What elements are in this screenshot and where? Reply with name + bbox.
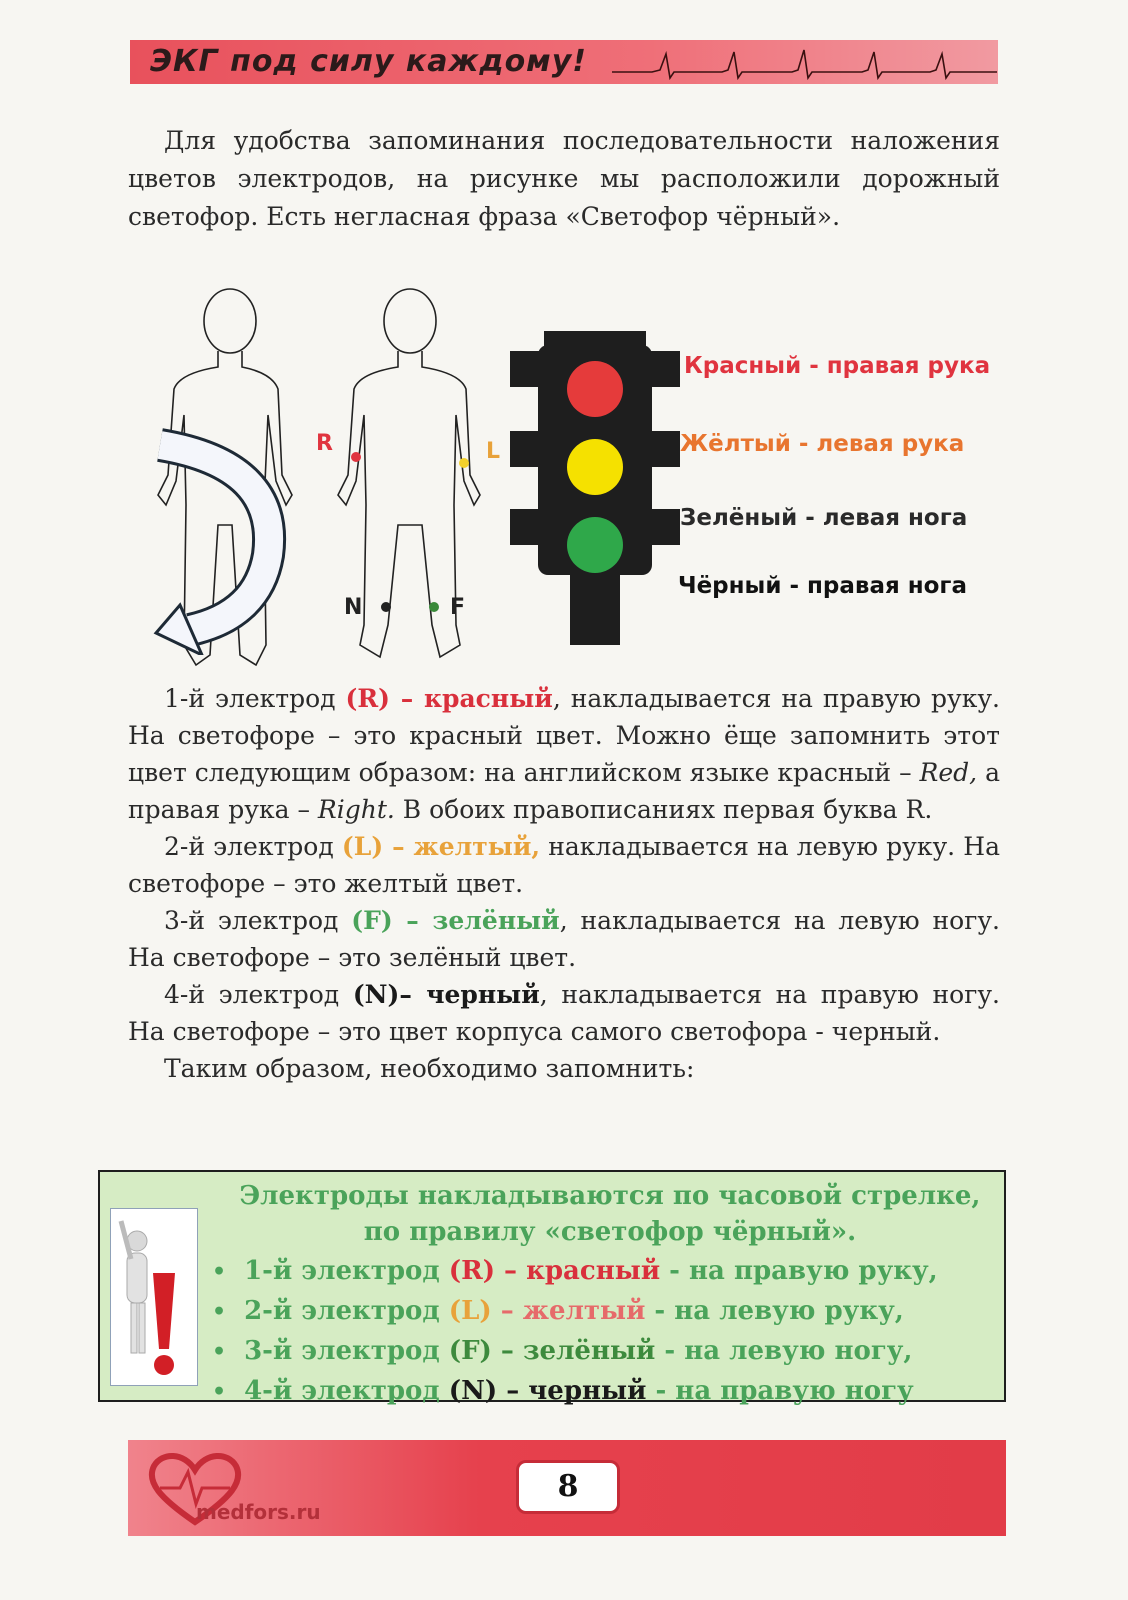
paragraph-electrode-4: 4-й электрод (N)– черный, накладывается на правую ногу. На светофоре – это цвет корпуса самого светофора - черный.: [128, 980, 1000, 1046]
electrode-dot-r: [351, 452, 361, 462]
exclamation-icon: [111, 1209, 197, 1385]
electrode-dot-f: [429, 602, 439, 612]
legend-yellow: Жёлтый - левая рука: [680, 431, 965, 457]
page-header-title: ЭКГ под силу каждому!: [150, 44, 587, 79]
intro-paragraph: Для удобства запоминания последовательности наложения цветов электродов, на рисунке мы расположили дорожный светофор. Есть негласная фраза «Светофор чёрный».: [128, 126, 1000, 231]
body-text: [128, 680, 1000, 1087]
memo-item: • 4-й электрод (N) – черный - на правую ногу: [212, 1372, 938, 1412]
electrode-dot-l: [459, 458, 469, 468]
memo-heading: Электроды накладываются по часовой стрелке, по правилу «светофор чёрный».: [239, 1181, 981, 1247]
light-yellow: [567, 439, 623, 495]
paragraph-electrode-2: 2-й электрод (L) – желтый, накладывается на левую руку. На светофоре – это желтый цвет.: [128, 832, 1000, 898]
label-l: L: [486, 439, 501, 464]
electrode-figure: [140, 285, 1020, 675]
memo-item: • 2-й электрод (L) – желтый - на левую руку,: [212, 1292, 938, 1332]
label-n: N: [344, 595, 363, 620]
label-f: F: [450, 595, 466, 620]
memo-item: • 1-й электрод (R) – красный - на правую руку,: [212, 1252, 938, 1292]
electrode-dot-n: [381, 602, 391, 612]
legend-red: Красный - правая рука: [684, 353, 991, 379]
memo-box: [98, 1170, 1006, 1406]
paragraph-summary: Таким образом, необходимо запомнить:: [164, 1054, 695, 1083]
label-r: R: [316, 431, 333, 456]
light-red: [567, 361, 623, 417]
page-number: 8: [516, 1460, 620, 1514]
light-green: [567, 517, 623, 573]
legend-black: Чёрный - правая нога: [678, 573, 967, 599]
memo-item: • 3-й электрод (F) – зелёный - на левую ногу,: [212, 1332, 938, 1372]
paragraph-electrode-1: 1-й электрод (R) – красный, накладывается на правую руку. На светофоре – это красный цвет. Можно ёще запомнить этот цвет следующим образом: на английском языке красный – Red, а правая рука – Right. В обоих правописаниях первая буква R.: [128, 684, 1000, 824]
legend-green: Зелёный - левая нога: [680, 505, 968, 531]
exclamation-figure: [110, 1208, 198, 1386]
clockwise-arrow: [150, 425, 300, 655]
memo-list: [212, 1252, 938, 1412]
paragraph-electrode-3: 3-й электрод (F) – зелёный, накладывается на левую ногу. На светофоре – это зелёный цвет.: [128, 906, 1000, 972]
ecg-line-graphic: [612, 44, 997, 84]
traffic-light: [510, 321, 680, 645]
logo-text: medfors.ru: [196, 1500, 321, 1524]
